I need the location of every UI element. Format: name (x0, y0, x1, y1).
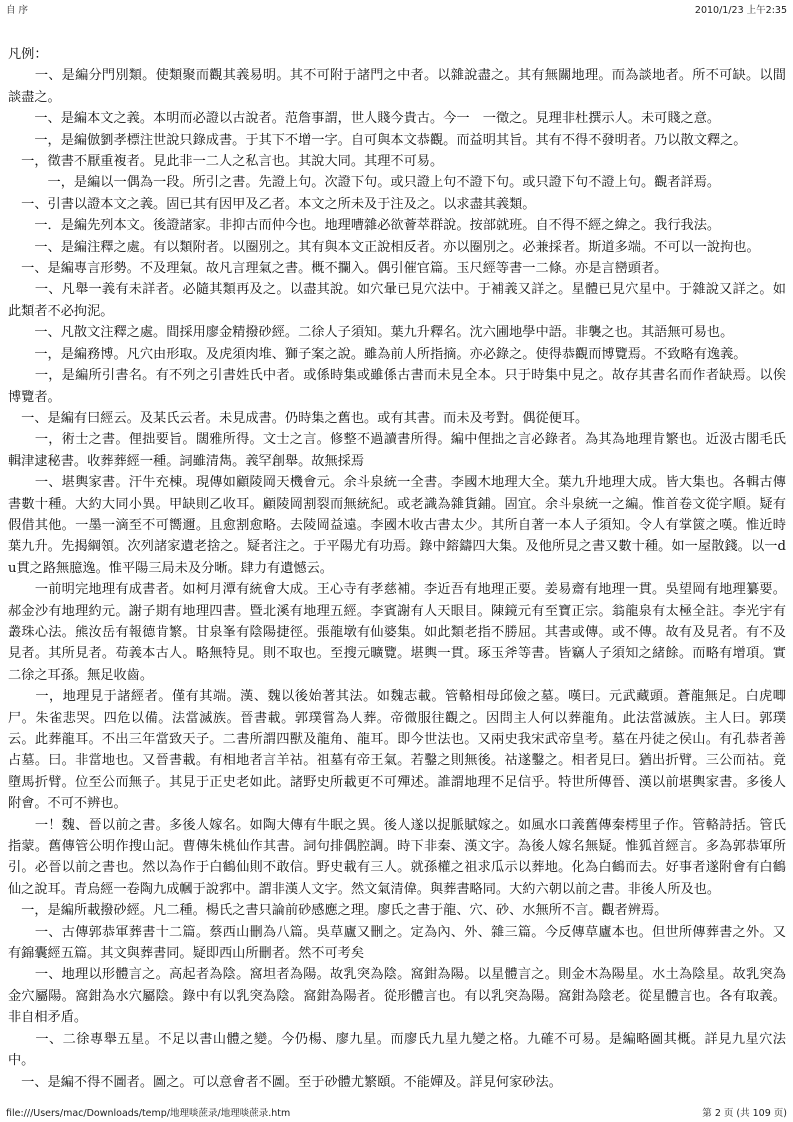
document-body (8, 44, 786, 1098)
page-footer (6, 1105, 787, 1119)
paragraph: 一、二徐專舉五星。不足以書山體之變。今仍楊、廖九星。而廖氏九星九變之格。九確不可易。是編略圖其概。詳見九星穴法中。 (8, 1031, 786, 1069)
paragraph: 一，地理見于諸經者。僅有其端。漢、魏以後始著其法。如魏志載。管輅相母邱儉之墓。嘆曰。元武藏頭。蒼龍無足。白虎唧尸。朱雀悲哭。四危以備。法當滅族。晉書載。郭璞嘗為人葬。帝微服往觀之。因問主人何以葬龍角。此法當滅族。主人曰。郭璞云。此葬龍耳。不出三年當致天子。二書所謂四獸及龍角、龍耳。即今世法也。又兩史我宋武帝皇考。墓在丹徒之侯山。有孔恭者善占墓。曰。非當地也。又晉書載。有相地者言羊祜。祖墓有帝王氣。若鑿之則無後。祜遂鑿之。相者見曰。猶出折臂。三公而祜。竟墮馬折臂。位至公而無子。其見于正史老如此。諸野史所載更不可殫述。誰謂地理不足信乎。特世所傳晉、漢以前堪輿家書。多後人附會。不可不辨也。 (8, 689, 786, 812)
paragraph: 一、凡散文注釋之處。間採用廖金精撥砂經。二徐人子須知。葉九升釋名。沈六圃地學中語。非襲之也。其語無可易也。 (8, 325, 734, 341)
paragraph: 一、古傳郭恭軍葬書十二篇。蔡西山刪為八篇。吳草廬又刪之。定為內、外、雜三篇。今反傳草廬本也。但世所傳葬書之外。又有錦囊經五篇。其文與葬書同。疑即西山所刪者。然不可考矣 (8, 924, 786, 962)
page-number: 第 2 页 (共 109 页) (702, 1108, 787, 1119)
paragraph: 一、引書以證本文之義。固已其有因甲及乙者。本文之所未及于注及之。以求盡其義類。 (8, 196, 536, 212)
paragraph: 一，是編所引書名。有不列之引書姓氏中者。或係時集或雖係古書而未見全本。只于時集中見之。故存其書名而作者缺焉。以俟博覽者。 (8, 368, 786, 405)
paragraph: 一，是編所載撥砂經。凡二種。楊氏之書只論前砂感應之理。廖氏之書于龍、穴、砂、水無所不言。觀者辨焉。 (8, 903, 668, 919)
paragraph: 一，是編務博。凡穴由形取。及虎須肉堆、獅子案之說。雖為前人所指摘。亦必錄之。使得恭觀而博覽焉。不致略有逸義。 (8, 346, 747, 362)
paragraph: 一、是編注釋之處。有以類附者。以圈別之。其有與本文正說相反者。亦以圈別之。必兼採者。斯道多端。不可以一說拘也。 (8, 239, 760, 255)
paragraph: 一、堪輿家書。汗牛充棟。現傳如顧陵岡天機會元。余斗泉統一全書。李國木地理大全。葉九升地理大成。皆大集也。各輯古傳書數十種。大約大同小異。甲缺則乙收耳。顧陵岡割裂而無統紀。或老識為雜貨鋪。固宜。余斗泉統一之編。惟首卷文從字順。疑有假借其他。一墨一滴至不可嚮邇。且愈割愈略。去陵岡益遠。李國木收古書太少。其所自著一本人子須知。令人有掌篋之嘆。惟近時葉九升。先揭綱領。次列諸家遺老捨之。疑者注之。于平陽尤有功焉。錄中鎔鑄四大集。及他所見之書又數十種。如一屋散錢。以一du貫之路無臆逸。惟平陽三局未及分晰。肆力有遺憾云。 (8, 475, 786, 576)
paragraph: 一前明完地理有成書者。如柯月潭有統會大成。王心寺有孝慈補。李近吾有地理正要。姜易齋有地理一貫。吳望岡有地理纂要。郝金沙有地理約元。謝子期有地理四書。暨北溪有地理五經。李賓謝有人天眼目。陳鏡元有至寶正宗。翁龍泉有太極全註。李光宇有叢珠心法。熊汝岳有報德肯繁。甘泉峯有陰陽捷徑。張龍墩有仙婆集。如此類老指不勝屈。其書或傳。或不傳。故有及見者。有不及見者。其所見者。苟義本古人。略無特見。則不取也。至搜元曠覽。堪輿一貫。琢玉斧等書。皆竊人子須知之緒餘。而略有增項。實二徐之耳孫。無足收齒。 (8, 582, 786, 683)
paragraph: 一，徵書不厭重複者。見此非一二人之私言也。其說大同。其理不可易。 (8, 154, 444, 170)
paragraph: 一、凡舉一義有未詳者。必隨其類再及之。以盡其說。如穴暈已見穴法中。于補義又詳之。星體已見穴星中。于雜說又詳之。如此類者不必拘泥。 (8, 282, 786, 319)
paragraph: 一！魏、晉以前之書。多後人嫁名。如陶大傳有牛眠之異。後人遂以捉脈賦嫁之。如風水口義舊傳秦樗里子作。管輅詩括。管氏指蒙。舊傳管公明作搜山記。曹傳朱桃仙作其書。詞句排偶腔調。時下非秦、漢文字。為後人嫁名無疑。惟狐首經言。多為郭恭軍所引。必晉以前之書也。然以為作于白鶴仙則不敢信。野史載有三人。就孫權之祖求瓜示以葬地。化為白鶴而去。好事者遂附會有白鶴仙之說耳。青烏經一卷陶九成幗于說郛中。謂非漢人文字。然文氣清偉。與葬書略同。大約六朝以前之書。非後人所及也。 (8, 817, 786, 897)
page-header (6, 2, 787, 16)
paragraph: 一，是編倣劉孝標注世說只錄成書。于其下不增一字。自可與本文恭觀。而益明其旨。其有不得不發明者。乃以散文釋之。 (8, 132, 747, 148)
paragraph: 一，術士之書。俚拙要旨。闊雅所得。文士之言。修整不過讀書所得。編中俚拙之言必錄者。為其為地理肯繁也。近汲古閣毛氏輯津逮秘書。收葬葬經一種。詞雖清雋。義罕創舉。故無採焉 (8, 432, 786, 469)
paragraph: 一，是編以一偶為一段。所引之書。先證上句。次證下句。或只證上句不證下句。或只證下句不證上句。觀者詳焉。 (8, 175, 721, 191)
page-header-title: 自 序 (6, 5, 29, 16)
paragraph: 一．是編先列本文。後證諸家。非抑古而仲今也。地理嘈雜必欲薈萃群說。按部就班。自不得不經之緯之。我行我法。 (8, 218, 721, 234)
paragraph: 一、是編有曰經云。及某氏云者。未見成書。仍時集之舊也。或有其書。而未及考對。偶從便耳。 (8, 410, 589, 426)
paragraph: 一、是編本文之義。本明而必證以古說者。范詹事謂，世人賤今貴古。今一 一徵之。見理非杜撰示人。未可賤之意。 (8, 111, 721, 127)
page-header-datetime: 2010/1/23 上午2:35 (694, 5, 787, 16)
paragraph: 一、是編不得不圖者。圖之。可以意會者不圖。至于砂體尤繁頤。不能嬋及。詳見何家砂法。 (8, 1074, 562, 1090)
paragraph: 一、是編分門別類。使類聚而觀其義易明。其不可附于諸門之中者。以雜說盡之。其有無關地理。而為談地者。所不可缺。以間談盡之。 (8, 68, 786, 105)
file-path: file:///Users/mac/Downloads/temp/地理啖蔗录/地理啖蔗录.htm (6, 1108, 291, 1119)
section-heading: 凡例： (8, 47, 48, 62)
paragraph: 一、地理以形體言之。高起者為陰。窩坦者為陽。故乳突為陰。窩鉗為陽。以星體言之。則金木為陽星。水土為陰星。故乳突為金穴屬陽。窩鉗為水穴屬陰。錄中有以乳突為陰。窩鉗為陽者。從形體言也。有以乳突為陽。窩鉗為陰老。從星體言也。各有取義。非自相矛盾。 (8, 967, 786, 1026)
paragraph: 一、是編專言形勢。不及理氣。故凡言理氣之書。概不攔入。偶引催官篇。玉尺經等書一二條。亦是言巒頭者。 (8, 261, 668, 277)
